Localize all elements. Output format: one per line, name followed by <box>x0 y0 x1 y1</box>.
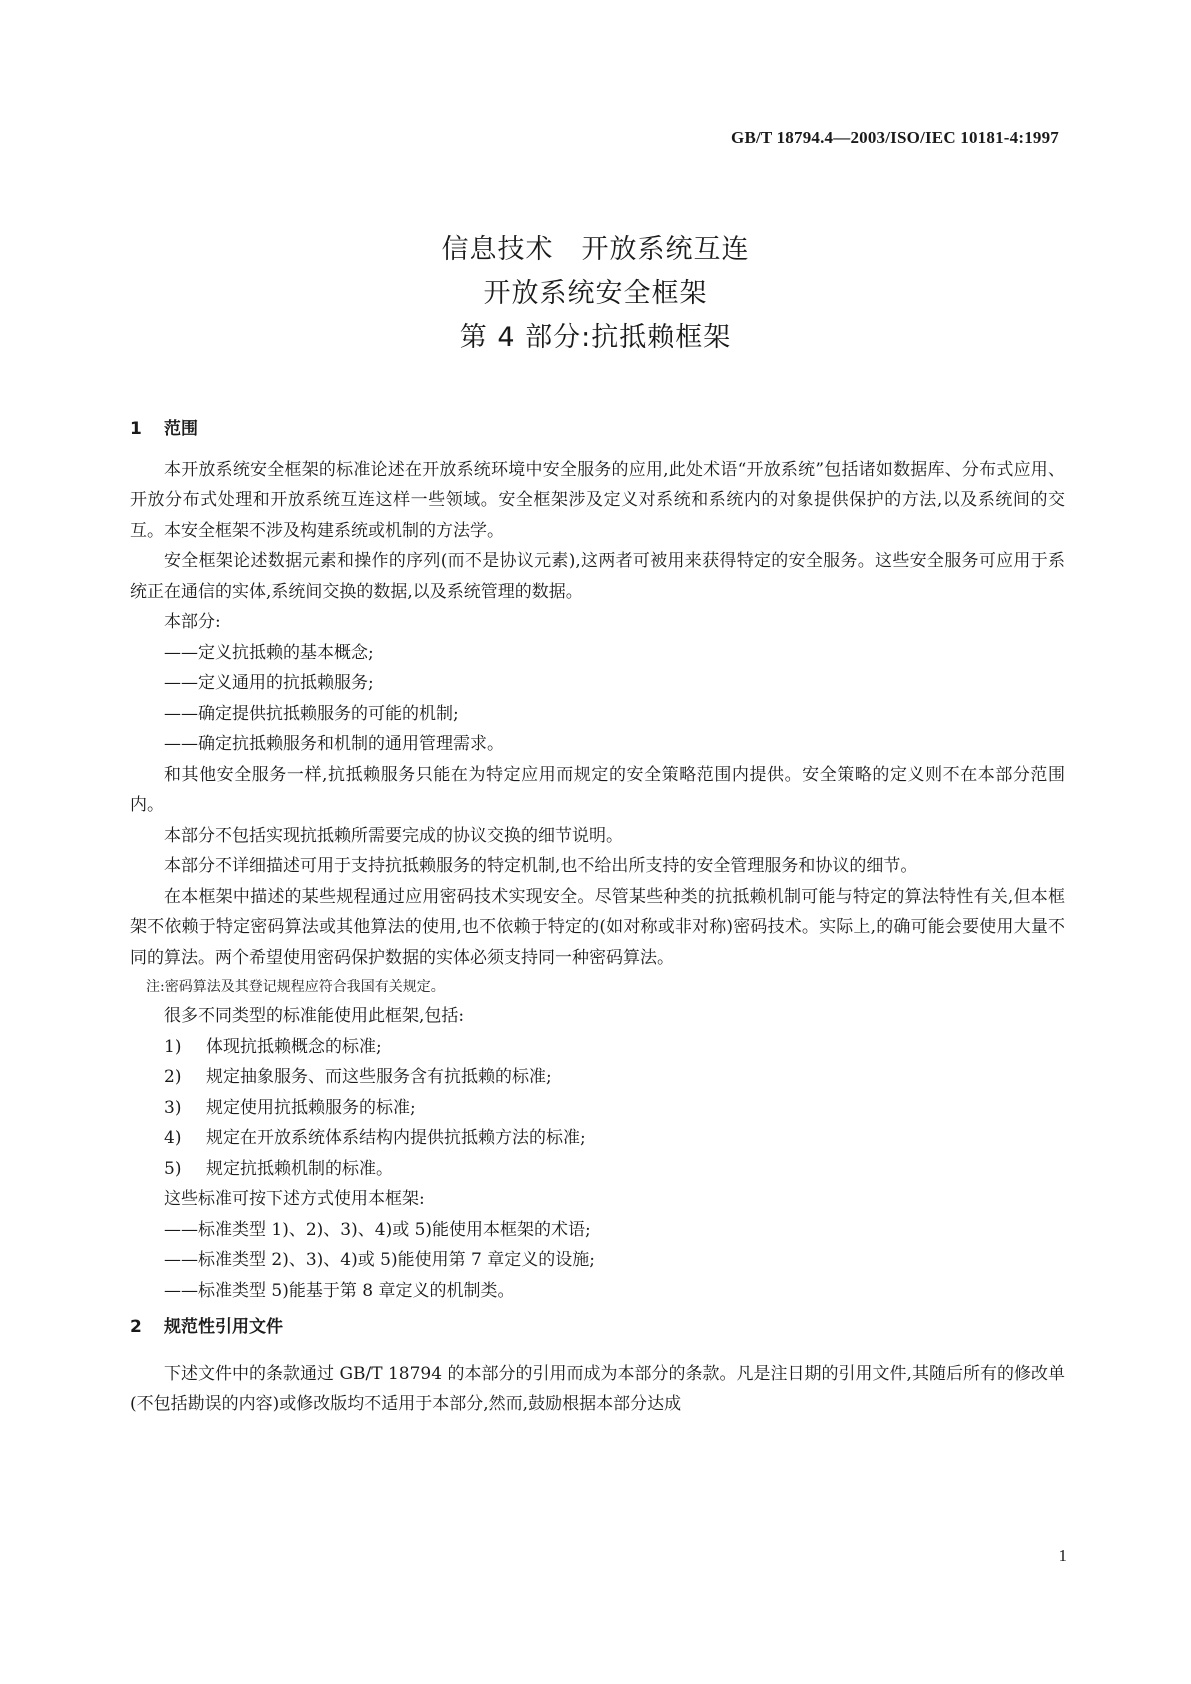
scope-paragraph-4: 本部分不包括实现抗抵赖所需要完成的协议交换的细节说明。 <box>164 825 623 846</box>
enum-label: 5) <box>164 1158 182 1179</box>
section-2-title: 规范性引用文件 <box>164 1317 283 1337</box>
enum-text: 规定抽象服务、而这些服务含有抗抵赖的标准; <box>206 1067 552 1087</box>
scope-paragraph-8: 这些标准可按下述方式使用本框架: <box>164 1189 425 1209</box>
scope-paragraph-1: 本开放系统安全框架的标准论述在开放系统环境中安全服务的应用,此处术语“开放系统”包括诸如数据库、分布式应用、开放分布式处理和开放系统互连这样一些领域。安全框架涉及定义对系统和系统内的对象提供保护的方法,以及系统间的交互。本安全框架不涉及构建系统或机制的方法学。 <box>130 459 1065 541</box>
page-number: 1 <box>1058 1546 1067 1565</box>
enum-list-item <box>130 1154 1065 1185</box>
scope-paragraph-7: 很多不同类型的标准能使用此框架,包括: <box>164 1006 465 1026</box>
scope-paragraph-5: 本部分不详细描述可用于支持抗抵赖服务的特定机制,也不给出所支持的安全管理服务和协议的细节。 <box>164 856 918 876</box>
title-line-1: 信息技术 开放系统互连 <box>441 234 750 265</box>
enum-text: 规定在开放系统体系结构内提供抗抵赖方法的标准; <box>206 1128 586 1148</box>
dash-list-item: ——确定提供抗抵赖服务的可能的机制; <box>164 703 459 724</box>
enum-label: 2) <box>164 1067 182 1087</box>
normative-references-paragraph: 下述文件中的条款通过 GB/T 18794 的本部分的引用而成为本部分的条款。凡是注日期的引用文件,其随后所有的修改单(不包括勘误的内容)或修改版均不适用于本部分,然而,鼓励根据本部分达成 <box>130 1363 1065 1414</box>
enum-text: 规定抗抵赖机制的标准。 <box>206 1158 393 1179</box>
enum-label: 1) <box>164 1036 182 1057</box>
section-1-number: 1 <box>130 419 142 439</box>
section-2-number: 2 <box>130 1317 142 1337</box>
title-line-2: 开放系统安全框架 <box>483 278 708 309</box>
dash-list-item: ——定义通用的抗抵赖服务; <box>164 673 374 693</box>
usage-list-item: ——标准类型 1)、2)、3)、4)或 5)能使用本框架的术语; <box>164 1219 591 1240</box>
standard-number: GB/T 18794.4—2003/ISO/IEC 10181-4:1997 <box>731 128 1059 147</box>
document-body <box>130 410 1065 1420</box>
scope-paragraph-6: 在本框架中描述的某些规程通过应用密码技术实现安全。尽管某些种类的抗抵赖机制可能与特定的算法特性有关,但本框架不依赖于特定密码算法或其他算法的使用,也不依赖于特定的(如对称或非对称)密码技术。实际上,的确可能会要使用大量不同的算法。两个希望使用密码保护数据的实体必须支持同一种密码算法。 <box>130 886 1065 968</box>
dash-list-item: ——定义抗抵赖的基本概念; <box>164 642 374 663</box>
scope-paragraph-3: 和其他安全服务一样,抗抵赖服务只能在为特定应用而规定的安全策略范围内提供。安全策略的定义则不在本部分范围内。 <box>130 764 1065 815</box>
document-title <box>0 228 1191 360</box>
enum-list-item <box>130 1093 1065 1124</box>
enum-label: 4) <box>164 1128 182 1148</box>
enum-label: 3) <box>164 1097 182 1118</box>
enum-list-item <box>130 1062 1065 1093</box>
note: 注:密码算法及其登记规程应符合我国有关规定。 <box>146 979 445 995</box>
title-line-3: 第 4 部分:抗抵赖框架 <box>459 322 732 353</box>
enum-text: 规定使用抗抵赖服务的标准; <box>206 1097 416 1118</box>
enum-text: 体现抗抵赖概念的标准; <box>206 1036 382 1057</box>
usage-list-item: ——标准类型 2)、3)、4)或 5)能使用第 7 章定义的设施; <box>164 1250 595 1270</box>
scope-intro: 本部分: <box>164 612 221 632</box>
scope-paragraph-2: 安全框架论述数据元素和操作的序列(而不是协议元素),这两者可被用来获得特定的安全服务。这些安全服务可应用于系统正在通信的实体,系统间交换的数据,以及系统管理的数据。 <box>130 551 1065 602</box>
enum-list-item <box>130 1032 1065 1063</box>
enum-list-item <box>130 1123 1065 1154</box>
section-1-title: 范围 <box>164 419 198 439</box>
section-2-heading <box>130 1312 1065 1343</box>
usage-list-item: ——标准类型 5)能基于第 8 章定义的机制类。 <box>164 1280 515 1301</box>
section-1-heading <box>130 414 1065 445</box>
dash-list-item: ——确定抗抵赖服务和机制的通用管理需求。 <box>164 734 504 754</box>
